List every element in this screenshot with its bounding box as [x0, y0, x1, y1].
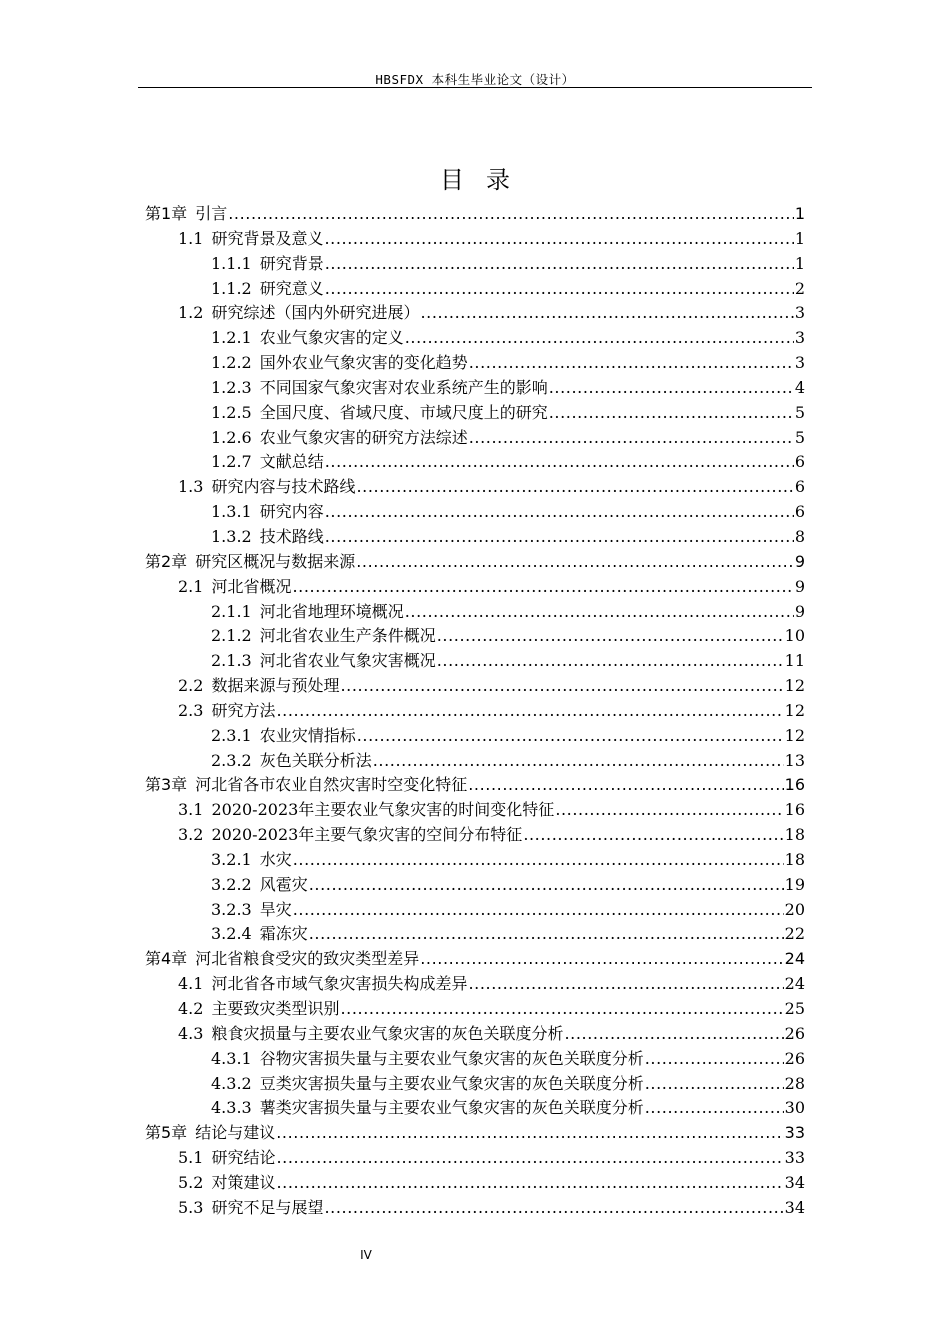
- toc-entry-title: 研究内容: [259, 502, 324, 522]
- toc-entry-title: 研究内容与技术路线: [211, 477, 356, 497]
- toc-entry[interactable]: [145, 972, 805, 997]
- toc-entry-title: 灰色关联分析法: [259, 750, 372, 770]
- toc-dot-leader: [276, 699, 783, 724]
- toc-entry[interactable]: [145, 277, 805, 302]
- toc-entry-page: 9: [794, 551, 805, 571]
- toc-entry-number: 1.2.3: [211, 377, 252, 397]
- toc-entry-number: 1.3.2: [211, 526, 252, 546]
- toc-entry[interactable]: [145, 773, 805, 798]
- toc-entry-number: 3.2: [178, 825, 204, 845]
- toc-entry-number: 第5章: [145, 1123, 188, 1143]
- toc-entry-page: 12: [784, 725, 805, 745]
- toc-entry-page: 19: [784, 874, 805, 894]
- toc-entry[interactable]: [145, 947, 805, 972]
- toc-entry[interactable]: [145, 898, 805, 923]
- toc-title: 目录: [440, 166, 532, 194]
- toc-entry-title: 2020-2023年主要农业气象灾害的时间变化特征: [211, 800, 555, 820]
- toc-entry-title: 谷物灾害损失量与主要农业气象灾害的灰色关联度分析: [259, 1048, 644, 1068]
- toc-dot-leader: [437, 649, 784, 674]
- toc-entry-number: 3.2.2: [211, 874, 252, 894]
- toc-dot-leader: [549, 376, 794, 401]
- toc-entry[interactable]: [145, 500, 805, 525]
- toc-entry[interactable]: [145, 525, 805, 550]
- toc-entry-number: 1.3: [178, 477, 204, 497]
- toc-dot-leader: [356, 550, 794, 575]
- toc-entry-number: 第4章: [145, 949, 188, 969]
- toc-entry[interactable]: [145, 1196, 805, 1221]
- toc-entry[interactable]: [145, 550, 805, 575]
- toc-entry-title: 研究背景及意义: [211, 228, 324, 248]
- toc-entry[interactable]: [145, 848, 805, 873]
- toc-entry-title: 研究区概况与数据来源: [195, 551, 356, 571]
- toc-entry-title: 引言: [195, 204, 228, 223]
- toc-entry-title: 河北省概况: [211, 576, 292, 596]
- toc-entry[interactable]: [145, 1146, 805, 1171]
- toc-entry-title: 河北省农业气象灾害概况: [259, 651, 436, 671]
- toc-dot-leader: [437, 624, 784, 649]
- table-of-contents: [145, 202, 805, 1221]
- toc-entry[interactable]: [145, 649, 805, 674]
- toc-entry-page: 3: [794, 353, 805, 373]
- toc-entry[interactable]: [145, 1047, 805, 1072]
- toc-entry-title: 河北省粮食受灾的致灾类型差异: [195, 949, 420, 969]
- toc-dot-leader: [645, 1072, 784, 1097]
- toc-entry[interactable]: [145, 426, 805, 451]
- toc-entry-number: 5.3: [178, 1197, 204, 1217]
- toc-entry-page: 28: [784, 1073, 805, 1093]
- header-rule: [138, 87, 812, 88]
- toc-entry[interactable]: [145, 674, 805, 699]
- toc-entry-number: 2.1.3: [211, 651, 252, 671]
- running-header: HBSFDX 本科生毕业论文（设计）: [375, 72, 575, 87]
- toc-entry-title: 薯类灾害损失量与主要农业气象灾害的灰色关联度分析: [259, 1098, 644, 1118]
- toc-dot-leader: [276, 1171, 783, 1196]
- toc-entry-number: 3.1: [178, 800, 204, 820]
- toc-dot-leader: [468, 972, 783, 997]
- toc-entry-number: 1.1.1: [211, 253, 252, 273]
- toc-entry-title: 主要致灾类型识别: [211, 999, 340, 1018]
- toc-entry-number: 5.2: [178, 1172, 204, 1192]
- toc-entry-title: 水灾: [259, 849, 292, 869]
- toc-entry-number: 4.3.2: [211, 1073, 252, 1093]
- toc-entry[interactable]: [145, 252, 805, 277]
- toc-entry[interactable]: [145, 1096, 805, 1121]
- toc-entry-title: 研究不足与展望: [211, 1197, 324, 1217]
- toc-entry-title: 全国尺度、省域尺度、市域尺度上的研究: [259, 402, 548, 422]
- toc-entry[interactable]: [145, 1022, 805, 1047]
- toc-entry-page: 6: [794, 477, 805, 497]
- toc-entry[interactable]: [145, 351, 805, 376]
- page-number: IV: [360, 1248, 372, 1262]
- toc-entry-page: 9: [794, 576, 805, 596]
- toc-entry[interactable]: [145, 376, 805, 401]
- toc-entry-title: 河北省各市农业自然灾害时空变化特征: [195, 775, 468, 795]
- toc-entry-number: 2.3.2: [211, 750, 252, 770]
- toc-entry-page: 3: [794, 328, 805, 348]
- toc-dot-leader: [324, 1196, 783, 1221]
- toc-entry-number: 1.1.2: [211, 278, 252, 298]
- toc-entry[interactable]: [145, 724, 805, 749]
- toc-entry-page: 12: [784, 676, 805, 696]
- toc-dot-leader: [325, 252, 794, 277]
- toc-dot-leader: [549, 401, 794, 426]
- toc-entry[interactable]: [145, 922, 805, 947]
- toc-entry[interactable]: [145, 1072, 805, 1097]
- toc-entry-title: 霜冻灾: [259, 924, 308, 944]
- toc-dot-leader: [309, 873, 784, 898]
- toc-dot-leader: [324, 227, 793, 252]
- toc-entry-page: 5: [794, 427, 805, 447]
- toc-entry-page: 4: [794, 377, 805, 397]
- toc-entry-title: 旱灾: [259, 899, 292, 919]
- toc-entry-page: 30: [784, 1098, 805, 1118]
- toc-entry-page: 1: [794, 253, 805, 273]
- toc-entry-page: 22: [784, 924, 805, 944]
- toc-dot-leader: [276, 1121, 783, 1146]
- toc-entry[interactable]: [145, 227, 805, 252]
- toc-entry[interactable]: [145, 202, 805, 227]
- toc-entry[interactable]: [145, 450, 805, 475]
- toc-dot-leader: [555, 798, 783, 823]
- toc-dot-leader: [468, 773, 783, 798]
- toc-entry-title: 农业气象灾害的定义: [259, 328, 404, 348]
- toc-entry-title: 国外农业气象灾害的变化趋势: [259, 353, 468, 373]
- toc-dot-leader: [293, 848, 784, 873]
- toc-dot-leader: [325, 450, 794, 475]
- toc-entry-number: 5.1: [178, 1148, 204, 1168]
- toc-dot-leader: [325, 500, 794, 525]
- toc-entry-number: 2.3.1: [211, 725, 252, 745]
- toc-dot-leader: [357, 724, 784, 749]
- toc-entry[interactable]: [145, 823, 805, 848]
- toc-entry-number: 4.2: [178, 999, 204, 1018]
- toc-dot-leader: [276, 1146, 783, 1171]
- toc-entry-page: 24: [784, 974, 805, 994]
- toc-entry[interactable]: [145, 997, 805, 1022]
- toc-entry-number: 1.1: [178, 228, 204, 248]
- toc-dot-leader: [356, 475, 793, 500]
- toc-entry-title: 研究方法: [211, 700, 276, 720]
- toc-entry-page: 33: [784, 1123, 805, 1143]
- toc-dot-leader: [420, 947, 783, 972]
- toc-entry-title: 结论与建议: [195, 1123, 276, 1143]
- toc-entry-number: 1.2.6: [211, 427, 252, 447]
- toc-entry[interactable]: [145, 624, 805, 649]
- toc-entry-title: 河北省农业生产条件概况: [259, 626, 436, 646]
- toc-entry-number: 第2章: [145, 551, 188, 571]
- toc-dot-leader: [340, 674, 783, 699]
- toc-entry-title: 数据来源与预处理: [211, 676, 340, 696]
- toc-entry-title: 农业气象灾害的研究方法综述: [259, 427, 468, 447]
- toc-entry-title: 河北省各市域气象灾害损失构成差异: [211, 974, 468, 994]
- toc-entry[interactable]: [145, 749, 805, 774]
- toc-entry-title: 豆类灾害损失量与主要农业气象灾害的灰色关联度分析: [259, 1073, 644, 1093]
- toc-entry-title: 研究意义: [259, 278, 324, 298]
- toc-dot-leader: [325, 277, 794, 302]
- toc-dot-leader: [325, 525, 794, 550]
- toc-entry-page: 13: [784, 750, 805, 770]
- toc-entry-page: 10: [784, 626, 805, 646]
- toc-entry-number: 第3章: [145, 775, 188, 795]
- toc-entry-title: 文献总结: [259, 452, 324, 472]
- toc-entry[interactable]: [145, 401, 805, 426]
- toc-entry-number: 1.2.2: [211, 353, 252, 373]
- toc-dot-leader: [420, 301, 793, 326]
- toc-entry-number: 1.2.5: [211, 402, 252, 422]
- toc-entry-page: 9: [794, 601, 805, 621]
- toc-entry[interactable]: [145, 301, 805, 326]
- toc-entry-title: 农业灾情指标: [259, 725, 356, 745]
- toc-entry-page: 18: [784, 825, 805, 845]
- toc-dot-leader: [564, 1022, 783, 1047]
- toc-entry-page: 6: [794, 452, 805, 472]
- toc-entry-page: 20: [784, 899, 805, 919]
- toc-entry-number: 3.2.1: [211, 849, 252, 869]
- toc-entry-number: 2.2: [178, 676, 204, 696]
- toc-entry-page: 12: [784, 700, 805, 720]
- toc-entry-page: 25: [784, 999, 805, 1018]
- toc-entry-title: 对策建议: [211, 1172, 276, 1192]
- toc-dot-leader: [293, 898, 784, 923]
- toc-entry-page: 18: [784, 849, 805, 869]
- toc-entry-number: 2.1.2: [211, 626, 252, 646]
- toc-dot-leader: [469, 426, 794, 451]
- toc-entry-number: 4.1: [178, 974, 204, 994]
- toc-dot-leader: [523, 823, 783, 848]
- toc-dot-leader: [292, 575, 793, 600]
- toc-entry-number: 1.2: [178, 303, 204, 323]
- toc-entry[interactable]: [145, 326, 805, 351]
- toc-entry-number: 4.3.1: [211, 1048, 252, 1068]
- toc-entry[interactable]: [145, 1121, 805, 1146]
- toc-entry[interactable]: [145, 475, 805, 500]
- toc-entry-number: 2.1: [178, 576, 204, 596]
- toc-entry[interactable]: [145, 873, 805, 898]
- toc-entry-number: 4.3: [178, 1023, 204, 1043]
- toc-entry[interactable]: [145, 699, 805, 724]
- toc-entry-page: 6: [794, 502, 805, 522]
- toc-entry-number: 1.2.1: [211, 328, 252, 348]
- toc-dot-leader: [228, 202, 794, 227]
- toc-entry-number: 4.3.3: [211, 1098, 252, 1118]
- toc-dot-leader: [373, 749, 784, 774]
- toc-entry-page: 33: [784, 1148, 805, 1168]
- toc-entry-number: 1.2.7: [211, 452, 252, 472]
- toc-dot-leader: [340, 997, 783, 1022]
- toc-entry-page: 26: [784, 1048, 805, 1068]
- toc-entry-number: 2.1.1: [211, 601, 252, 621]
- toc-entry-title: 研究背景: [259, 253, 324, 273]
- toc-entry-title: 粮食灾损量与主要农业气象灾害的灰色关联度分析: [211, 1023, 564, 1043]
- toc-dot-leader: [469, 351, 794, 376]
- toc-entry-page: 24: [784, 949, 805, 969]
- toc-entry-title: 风雹灾: [259, 874, 308, 894]
- toc-entry-page: 1: [794, 204, 805, 223]
- toc-entry-title: 研究结论: [211, 1148, 276, 1168]
- toc-entry-title: 2020-2023年主要气象灾害的空间分布特征: [211, 825, 523, 845]
- toc-entry-page: 3: [794, 303, 805, 323]
- toc-entry-page: 1: [794, 228, 805, 248]
- toc-entry-page: 34: [784, 1172, 805, 1192]
- toc-entry[interactable]: [145, 600, 805, 625]
- toc-entry-page: 11: [784, 651, 805, 671]
- toc-entry-page: 8: [794, 526, 805, 546]
- toc-entry-number: 1.3.1: [211, 502, 252, 522]
- toc-entry-title: 技术路线: [259, 526, 324, 546]
- toc-entry[interactable]: [145, 1171, 805, 1196]
- toc-entry-title: 不同国家气象灾害对农业系统产生的影响: [259, 377, 548, 397]
- toc-dot-leader: [645, 1047, 784, 1072]
- toc-entry-number: 3.2.3: [211, 899, 252, 919]
- toc-dot-leader: [309, 922, 784, 947]
- toc-entry-page: 16: [784, 775, 805, 795]
- toc-entry[interactable]: [145, 575, 805, 600]
- toc-dot-leader: [645, 1096, 784, 1121]
- toc-entry-number: 3.2.4: [211, 924, 252, 944]
- toc-entry-page: 26: [784, 1023, 805, 1043]
- toc-entry-title: 河北省地理环境概况: [259, 601, 404, 621]
- toc-entry[interactable]: [145, 798, 805, 823]
- toc-entry-page: 16: [784, 800, 805, 820]
- toc-dot-leader: [405, 600, 794, 625]
- toc-entry-number: 2.3: [178, 700, 204, 720]
- toc-entry-page: 2: [794, 278, 805, 298]
- toc-entry-page: 5: [794, 402, 805, 422]
- toc-entry-title: 研究综述（国内外研究进展）: [211, 303, 420, 323]
- toc-dot-leader: [405, 326, 794, 351]
- toc-entry-number: 第1章: [145, 204, 188, 223]
- toc-entry-page: 34: [784, 1197, 805, 1217]
